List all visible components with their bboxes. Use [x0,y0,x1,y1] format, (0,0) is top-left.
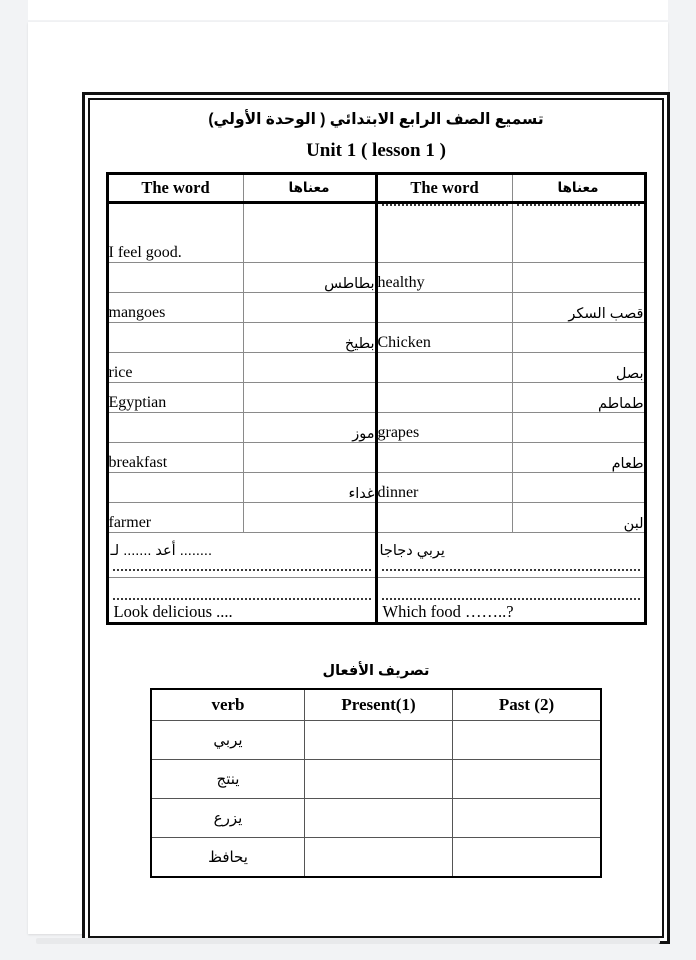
table-row [107,293,645,323]
unit-lesson-title: Unit 1 ( lesson 1 ) [306,140,446,161]
document-title-arabic: تسميع الصف الرابع الابتدائي ( الوحدة الأولي) [208,111,544,128]
table-row [107,413,645,443]
cell-word-left-7: breakfast [107,443,243,473]
table-row [107,323,645,353]
verb-cell-3: يحافظ [151,838,305,878]
present-cell-2[interactable] [305,799,453,838]
cell-word-right-6: grapes [376,413,512,443]
vocabulary-table-header [107,174,645,203]
cell-word-left-4: rice [107,353,243,383]
verb-table-header [151,689,601,721]
cell-meaning-right-3[interactable] [512,323,645,353]
cell-word-left-8[interactable] [107,473,243,503]
verb-cell-1: ينتج [151,760,305,799]
cell-meaning-right-6[interactable] [512,413,645,443]
page-content-area [93,101,659,935]
merged-cell-right-0[interactable] [376,533,645,578]
table-row-merged [107,533,645,578]
cell-word-right-3: Chicken [376,323,512,353]
cell-meaning-right-8[interactable] [512,473,645,503]
header-verb: verb [151,689,305,721]
cell-meaning-right-9: لبن [512,503,645,533]
cell-meaning-right-4: بصل [512,353,645,383]
verbs-section-heading: تصريف الأفعال [322,663,430,679]
cell-meaning-left-0[interactable] [243,203,376,263]
cell-word-left-3[interactable] [107,323,243,353]
cell-word-right-4[interactable] [376,353,512,383]
cell-word-left-2: mangoes [107,293,243,323]
header-the-word-left: The word [107,174,243,203]
merged-cell-left-0[interactable] [107,533,376,578]
verb-conjugation-table [150,688,602,878]
header-past: Past (2) [453,689,602,721]
cell-word-left-9: farmer [107,503,243,533]
dotted-writing-line [382,569,640,571]
cell-meaning-left-1: بطاطس [243,263,376,293]
table-row [151,838,601,878]
past-cell-0[interactable] [453,721,602,760]
verb-table-body [151,721,601,878]
cell-word-right-2[interactable] [376,293,512,323]
verb-cell-2: يزرع [151,799,305,838]
table-row [107,383,645,413]
table-row [107,503,645,533]
merged-cell-right-1[interactable] [376,578,645,624]
table-header-row [151,689,601,721]
present-cell-0[interactable] [305,721,453,760]
dotted-writing-line [382,204,508,206]
table-row [151,760,601,799]
cell-dotted-blank [513,204,644,262]
table-header-row [107,174,645,203]
page-top-strip [28,0,668,20]
cell-dotted-blank [378,204,512,262]
table-row [107,353,645,383]
cell-word-right-0[interactable] [376,203,512,263]
cell-meaning-right-1[interactable] [512,263,645,293]
cell-word-right-8: dinner [376,473,512,503]
past-cell-2[interactable] [453,799,602,838]
header-present: Present(1) [305,689,453,721]
cell-word-right-9[interactable] [376,503,512,533]
cell-meaning-left-5[interactable] [243,383,376,413]
cell-meaning-right-0[interactable] [512,203,645,263]
merged-right-text-0: يربي دجاجا [379,543,445,559]
cell-meaning-left-9[interactable] [243,503,376,533]
merged-right-text-1: Which food ……..? [382,602,514,621]
cell-word-left-5: Egyptian [107,383,243,413]
cell-word-left-1[interactable] [107,263,243,293]
past-cell-3[interactable] [453,838,602,878]
dotted-writing-line [517,204,640,206]
dotted-writing-line [382,598,640,600]
cell-meaning-left-6: موز [243,413,376,443]
cell-meaning-right-5: طماطم [512,383,645,413]
merged-left-text-0: أعد ....... لـ ........ [110,543,212,559]
header-the-word-right: The word [376,174,512,203]
cell-word-right-5[interactable] [376,383,512,413]
cell-meaning-left-7[interactable] [243,443,376,473]
header-meaning-left: معناها [243,174,376,203]
present-cell-1[interactable] [305,760,453,799]
cell-meaning-left-8: غداء [243,473,376,503]
cell-word-right-1: healthy [376,263,512,293]
header-meaning-right: معناها [512,174,645,203]
cell-meaning-left-3: بطيخ [243,323,376,353]
page-bottom-shadow [36,938,660,944]
merged-left-text-1: Look delicious .... [113,602,233,621]
cell-meaning-right-2: قصب السكر [512,293,645,323]
dotted-writing-line [113,569,371,571]
cell-meaning-left-2[interactable] [243,293,376,323]
table-row [107,443,645,473]
cell-meaning-right-7: طعام [512,443,645,473]
table-row [151,799,601,838]
vocabulary-table-body [107,203,645,624]
table-row-merged [107,578,645,624]
table-row [151,721,601,760]
decorative-page-frame-outer [82,92,670,944]
table-row [107,473,645,503]
cell-meaning-left-4[interactable] [243,353,376,383]
present-cell-3[interactable] [305,838,453,878]
cell-word-left-6[interactable] [107,413,243,443]
table-row [107,203,645,263]
vocabulary-table [106,172,647,625]
verb-cell-0: يربي [151,721,305,760]
table-row [107,263,645,293]
dotted-writing-line [113,598,371,600]
past-cell-1[interactable] [453,760,602,799]
merged-cell-left-1[interactable] [107,578,376,624]
document-page [28,22,668,934]
cell-word-left-0: I feel good. [107,203,243,263]
cell-word-right-7[interactable] [376,443,512,473]
